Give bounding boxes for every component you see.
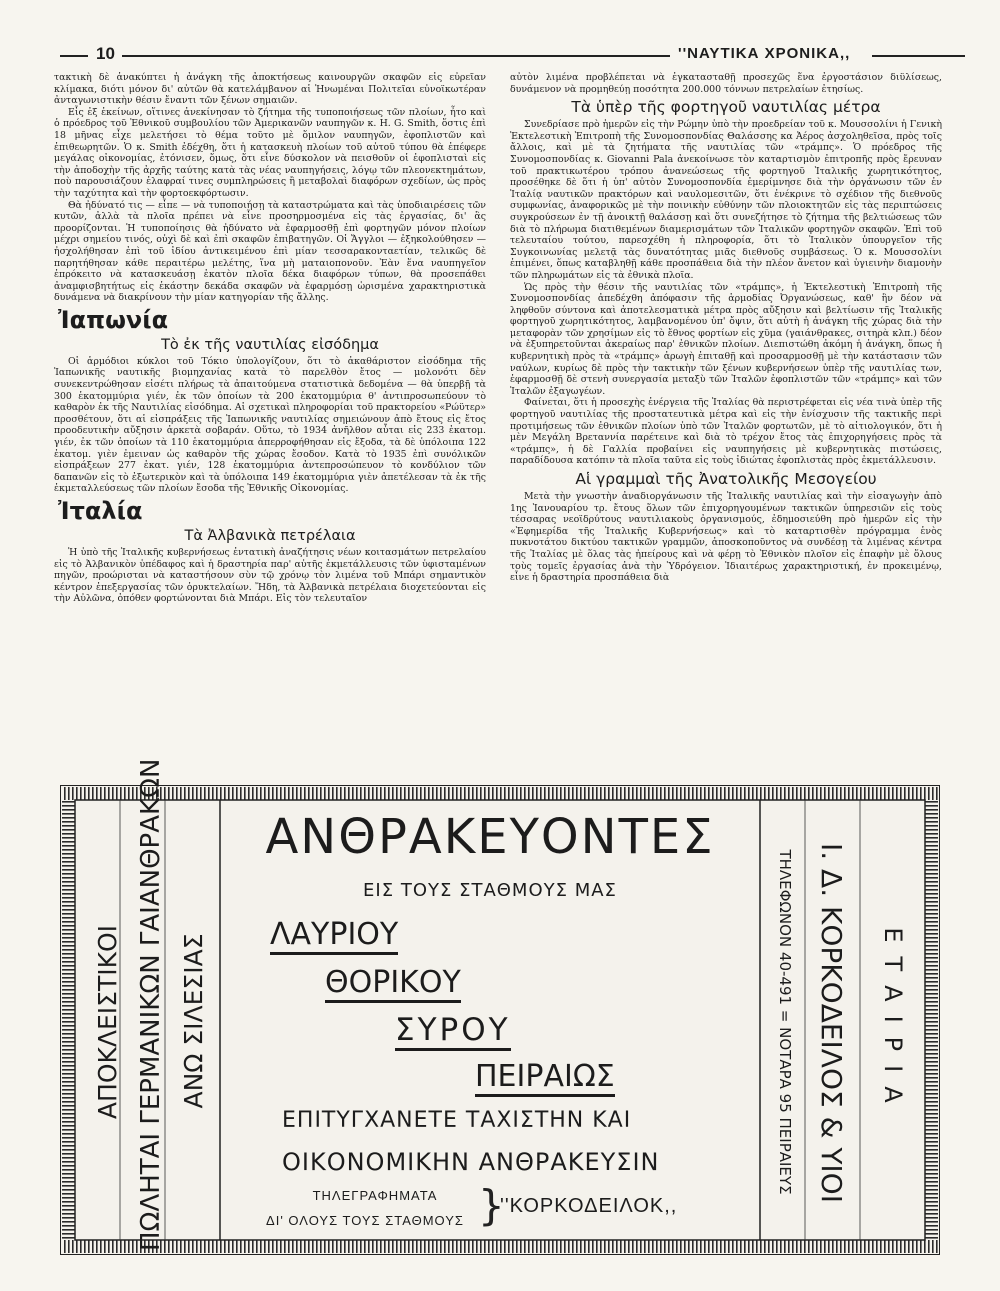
article-paragraph: Ἡ ὑπὸ τῆς Ἰταλικῆς κυβερνήσεως ἐντατικὴ ἀναζήτησις νέων κοιτασμάτων πετρελαίου εἰς τὸ Ἀλβανικὸν ὑπέδαφος καὶ ἡ δραστηρία παρ' αὐτῆς ἐκμετάλλευσις τῶν ὑφισταμένων πηγῶν, προώρισται νὰ καταστήσουν σὺν τῷ χρόνῳ τὸν λιμένα τοῦ Μπάρι σημαντικὸν κέντρον ἐπεξεργασίας τῶν ὀρυκτελαίων. Ἤδη, τὰ Ἀλβανικὰ πετρέλαια διοχετεύονται εἰς τὴν Αὐλῶνα, ὁπόθεν φορτώνονται διὰ Μπάρι. Εἰς τὸν τελευταῖον — [54, 547, 486, 605]
article-paragraph: Εἷς ἐξ ἐκείνων, οἵτινες ἀνεκίνησαν τὸ ζήτημα τῆς τυποποιήσεως τῶν πλοίων, ἦτο καὶ ὁ πρόεδρος τοῦ Ἐθνικοῦ συμβουλίου τῶν Ἀμερικανῶν ναυπηγῶν κ. Η. G. Smith, ὅστις ἐπὶ 18 μῆνας εἶχε μελετήσει τὸ θέμα τοῦτο μὲ ὅμιλον ναυπηγῶν, ἐφοπλιστῶν καὶ ἐπιθεωρητῶν. Ὁ κ. Smith ἐδέχθη, ὅτι ἡ κατασκευὴ πλοίων τοῦ αὐτοῦ τύπου θὰ ἐπέφερε μεγάλας οἰκονομίας, ἐτόνισεν, ὅμως, ὅτι εἶνε δύσκολον νὰ πεισθοῦν οἱ ἐφοπλισταὶ εἰς τὴν ἀποδοχὴν τῆς ἀρχῆς ταύτης κατὰ τὰς νέας ναυπηγήσεις, λόγῳ τῶν πλεονεκτημάτων, ποὺ παρουσιάζουν ἐλαφραί τινες συμπληρώσεις ἢ μεταβολαὶ διαφόρων σχεδίων, ὡς πρὸς τὴν ταχύτητα καὶ τὴν φορτοεκφόρτωσιν. — [54, 106, 486, 199]
ad-station-piraeus: ΠΕΙΡΑΙΩΣ — [475, 1059, 615, 1094]
header-rule-middle — [122, 55, 670, 57]
article-paragraph: τακτικὴ δὲ ἀνακύπτει ἡ ἀνάγκη τῆς ἀποκτήσεως καινουργῶν σκαφῶν εἰς εὐρεῖαν κλίμακα, διότι μόνον δι' αὐτῶν θὰ κατελάμβανον αἱ Ἡνωμέναι Πολιτεῖαι εὐνοϊκωτέραν ἀνταγωνιστικὴν θέσιν ἔναντι τῶν ξένων σημαιῶν. — [54, 72, 486, 107]
ad-telegram-label: ΤΗΛΕΓΡΑΦΗΜΑΤΑ — [312, 1188, 438, 1203]
article-title-eastern-med-lines: Αἱ γραμμαὶ τῆς Ἀνατολικῆς Μεσογείου — [575, 470, 877, 488]
ad-station-lavrio: ΛΑΥΡΙΟΥ — [270, 917, 398, 952]
ad-exclusive-label: ΑΠΟΚΛΕΙΣΤΙΚΟΙ — [93, 924, 122, 1120]
ad-station-thoriko: ΘΟΡΙΚΟΥ — [325, 965, 461, 1000]
page-number: 10 — [96, 44, 115, 63]
ad-telegram-address: ''ΚΟΡΚΟΔΕΙΛΟΚ,, — [500, 1195, 678, 1217]
ad-company-label: ΕΤΑΙΡΙΑ — [879, 927, 907, 1117]
section-heading-italy: Ἰταλία — [58, 497, 143, 525]
hatched-border-bottom — [62, 1240, 938, 1253]
article-paragraph: Ὡς πρὸς τὴν θέσιν τῆς ναυτιλίας τῶν «τράμπς», ἡ Ἐκτελεστικὴ Ἐπιτροπὴ τῆς Συνομοσπονδίας ἀπεδέχθη ἀπόφασιν τῆς ἁρμοδίας Ὀργανώσεως, καθ' ἣν δέον νὰ ληφθοῦν σύντονα καὶ ἀποτελεσματικὰ μέτρα πρὸς αὔξησιν καὶ βελτίωσιν τῆς Ἰταλικῆς φορτηγοῦ χωρητικότητος, λαμβανομένου ὑπ' ὄψιν, ὅτι αὐτὴ ἡ ἀνάγκη τῆς χώρας διὰ τὴν μεταφορὰν τῶν χρησίμων εἰς τὸ ἔθνος φορτίων εἰς χῦμα (γαιάνθρακες, σιτηρὰ κλπ.) δέον νὰ ἐξυπηρετοῦνται ἀκεραίως παρ' ἐθνικῶν πλοίων. Διεπιστώθη ἀκόμη ἡ ἀνάγκη, ὅπως ἡ κυβερνητικὴ πρὸς τὰ «τράμπς» ἀρωγὴ ἐπιταθῇ καὶ προσαρμοσθῇ μὲ τὴν κατάστασιν τῶν ναύλων, κυρίως δὲ πρὸς τὴν τακτικὴν τῶν ξένων κυβερνήσεων ὑπὲρ τῆς ναυτιλίας των, ἐφαρμοσθῇ δὲ στενὴ συνεργασία μεταξὺ τῶν Ἰταλῶν ἐφοπλιστῶν τῶν «τράμπς» καὶ τῶν Ἰταλῶν ἐξαγωγέων. — [510, 281, 942, 397]
article-paragraph: Μετὰ τὴν γνωστὴν ἀναδιοργάνωσιν τῆς Ἰταλικῆς ναυτιλίας καὶ τὴν εἰσαγωγὴν ἀπὸ 1ης Ἰανουαρίου τρ. ἔτους ὅλων τῶν ἐπιχορηγουμένων τακτικῶν ὑπηρεσιῶν εἰς τοὺς τέσσαρας νεοϊδρύτους ναυτιλιακοὺς ὀργανισμούς, ἐδημοσιεύθη πρὸ ἡμερῶν εἰς τὴν «Ἐφημερίδα τῆς Ἰταλικῆς Κυβερνήσεως» καὶ τὸ καταρτισθὲν πρόγραμμα ἑνὸς πυκνοτάτου δικτύου τακτικῶν γραμμῶν, ἀποσκοποῦντος νὰ συνδέσῃ τὰ λιμένας κέντρα τῆς Ἰταλίας μὲ ὅλας τὰς ἠπείρους καὶ νὰ φέρῃ τὸ Ἐθνικὸν πλοῖον εἰς ἐπαφὴν μὲ ὅλους τοὺς τομεῖς ἐργασίας ἀνὰ τὴν Ὑδρόγειον. Ἰδιαιτέρως χαρακτηριστική, ἐν προκειμένῳ, εἶνε ἡ δραστηρία προσπάθεια διὰ — [510, 491, 942, 584]
ad-slogan-line-2: ΟΙΚΟΝΟΜΙΚΗΝ ΑΝΘΡΑΚΕΥΣΙΝ — [282, 1148, 660, 1176]
hatched-border-left — [62, 800, 75, 1240]
article-paragraph: Φαίνεται, ὅτι ἡ προσεχὴς ἐνέργεια τῆς Ἰταλίας θὰ περιστρέφεται εἰς νέα τινὰ ὑπὲρ τῆς φορτηγοῦ ναυτιλίας τῆς προστατευτικὰ μέτρα καὶ εἰς τὴν ἐνίσχυσιν τῆς τακτικῆς περὶ προτιμήσεως τῶν ἐθνικῶν πλοίων ὑπὸ τῶν Ἰταλῶν φορτωτῶν, μὲ τὸ αἰτιολογικόν, ὅτι ἡ μὲν Μεγάλη Βρεταννία παρέτεινε καὶ διὰ τὸ τρέχον ἔτος τὰς ἐπιχορηγήσεις πρὸς τὰ «τράμπς», ἡ δὲ Γαλλία προβαίνει εἰς ναυπηγήσεις μὲ κυβερνητικὰς πιστώσεις, παραδίδουσα κατόπιν τὰ πλοῖα ταῦτα εἰς τοὺς ἰδιώτας ἐφοπλιστὰς πρὸς ἐκμετάλλευσιν. — [510, 397, 942, 467]
header-rule-left — [60, 55, 88, 57]
ad-subtitle: ΕΙΣ ΤΟΥΣ ΣΤΑΘΜΟΥΣ ΜΑΣ — [363, 880, 617, 901]
ad-silesia-label: ΑΝΩ ΣΙΛΕΣΙΑΣ — [179, 933, 208, 1109]
article-paragraph: Θὰ ἠδύνατό τις — εἶπε — νὰ τυποποιήσῃ τὰ καταστρώματα καὶ τὰς ὑποδιαιρέσεις τῶν κυτῶν, ἀλλὰ τὰ πλοῖα πρέπει νὰ εἶνε προσηρμοσμένα εἰς τὰς ἐργασίας, δι' ἃς προορίζονται. Ἡ τυποποίησις θὰ ἠδύνατο νὰ ἐφαρμοσθῇ ἐπὶ φορτηγῶν μόνον πλοίων μέχρι σημείου τινός, οὐχὶ δὲ καὶ ἐπὶ σκαφῶν ἐπιβατηγῶν. Οἱ Ἄγγλοι — ἐξηκολούθησεν — ἠσχολήθησαν ἐπὶ τοῦ ἰδίου ἀντικειμένου ἐπὶ μίαν τεσσαρακονταετίαν, τελικῶς δὲ παρητήθησαν κάθε περαιτέρω μελέτης, ἵνα μὴ ματαιοπονοῦν. Ἐὰν ἕνα ναυπηγεῖον ἐπρόκειτο νὰ κατασκευάσῃ ἑκατὸν πλοῖα δέκα διαφόρων τύπων, θὰ προσεπάθει ἀναμφισβητήτως εἰς ἑκάστην δεκάδα σκαφῶν νὰ ἐφαρμόσῃ ὡρισμένα χαρακτηριστικὰ δυνάμενα νὰ διακρίνουν τὴν μίαν κατηγορίαν τῆς ἄλλης. — [54, 199, 486, 304]
left-column — [54, 72, 486, 774]
ad-company-name: Ι. Δ. ΚΟΡΚΟΔΕΙΛΟΣ & ΥΙΟΙ — [815, 843, 848, 1203]
article-title-cargo-measures: Τὰ ὑπὲρ τῆς φορτηγοῦ ναυτιλίας μέτρα — [571, 98, 881, 117]
section-heading-japan: Ἰαπωνία — [58, 305, 169, 334]
ad-sellers-label: ΠΩΛΗΤΑΙ ΓΕΡΜΑΝΙΚΩΝ ΓΑΙΑΝΘΡΑΚΩΝ — [136, 758, 166, 1251]
article-title-albanian-oil: Τὰ Ἀλβανικὰ πετρέλαια — [184, 528, 356, 544]
ad-phone-address: ΤΗΛΕΦΩΝΟΝ 40-491 = ΝΟΤΑΡΑ 95 ΠΕΙΡΑΙΕΥΣ — [776, 849, 794, 1195]
article-paragraph: αὐτὸν λιμένα προβλέπεται νὰ ἐγκατασταθῇ προσεχῶς ἕνα ἐργοστάσιον διϋλίσεως, δυνάμενον νὰ προμηθεύῃ ποσότητα 200.000 τόννων πετρελαίων ἐτησίως. — [510, 72, 942, 95]
article-paragraph: Συνεδρίασε πρὸ ἡμερῶν εἰς τὴν Ρώμην ὑπὸ τὴν προεδρείαν τοῦ κ. Μουσσολίνι ἡ Γενικὴ Ἐκτελεστικὴ Ἐπιτροπὴ τῆς Συνομοσπονδίας Θαλάσσης κα Ἀέρος ἀσχοληθεῖσα, πρὸς τοῖς ἄλλοις, καὶ μὲ τὰ ζητήματα τῆς ναυτιλίας τῶν «τράμπς». Ὁ πρόεδρος τῆς Συνομοσπονδίας κ. Giovanni Pala ἀνεκοίνωσε τὸν καταρτισμὸν ἐπιτροπῆς πρὸς ἔρευναν τοῦ πρακτικωτέρου τρόπου ἀνανεώσεως τῆς φορτηγοῦ Ἰταλικῆς χωρητικότητος, προσέθηκε δὲ ὅτι ἡ ὑπ' αὐτὸν Συνομοσπονδία ἐμερίμνησε διὰ τὴν ὀργάνωσιν τῶν ἐν Ἰταλίᾳ ναυτικῶν πρακτόρων καὶ ναυλομεσιτῶν, ὅτι ἐνέκρινε τὸ σχέδιον τῆς διεθνοῦς συμφωνίας, ἀναφορικῶς μὲ τὴν ποινικὴν εὐθύνην τῶν πλοιοκτητῶν εἰς τὰς περιπτώσεις συγκρούσεων ἐν τῇ ἀνοικτῇ θαλάσσῃ καὶ ὅτι συνεζήτησε τὸ ζήτημα τῆς βελτιώσεως τῶν διὰ τὸ πλήρωμα διατιθεμένων διαμερισμάτων τῶν Ἰταλικῶν φορτηγῶν σκαφῶν. Ἐπὶ τοῦ τελευταίου τούτου, παρεσχέθη ἡ πληροφορία, ὅτι τὸ Ἰταλικὸν ὑπουργεῖον τῆς Συγκοινωνίας μελετᾷ τὰς δυνατότητας μιᾶς διεθνοῦς συμβάσεως. Ὁ κ. Μουσσολίνι ἐπιμένει, ὅπως καταβληθῇ κάθε προσπάθεια διὰ τὴν πλέον ἄνετον καὶ ὑγιεινὴν διαμονὴν τῶν πληρωμάτων εἰς τὰ ἐθνικὰ πλοῖα. — [510, 119, 942, 281]
magazine-title: ''ΝΑΥΤΙΚΑ ΧΡΟΝΙΚΑ,, — [678, 45, 851, 62]
ad-station-syros: ΣΥΡΟΥ — [395, 1012, 511, 1048]
hatched-border-right — [925, 800, 938, 1240]
page-header — [60, 44, 965, 66]
ad-title: ΑΝΘΡΑΚΕΥΟΝΤΕΣ — [265, 809, 715, 865]
article-paragraph: Οἱ ἁρμόδιοι κύκλοι τοῦ Τόκιο ὑπολογίζουν, ὅτι τὸ ἀκαθάριστον εἰσόδημα τῆς Ἰαπωνικῆς ναυτικῆς βιομηχανίας κατὰ τὸ παρελθὸν ἔτος — μολονότι δὲν συνεκεντρώθησαν εἰσέτι πλήρως τὰ ἀπαιτούμενα στατιστικὰ δεδομένα — θὰ ὑπερβῇ τὰ 300 ἑκατομμύρια γιέν, ἐκ τῶν ὁποίων τὰ 200 ἑκατομμύρια θ' ἀντιπροσωπεύουν τὸ καθαρὸν ἐκ τῆς Ναυτιλίας εἰσόδημα. Αἱ σχετικαὶ πληροφορίαι τοῦ πρακτορείου «Ρώϋτερ» προσθέτουν, ὅτι αἱ εἰσπράξεις τῆς Ἰαπωνικῆς ναυτιλίας σημειώνουν ἀπὸ ἔτους εἰς ἔτος προοδευτικὴν αὔξησιν ἀρκετὰ σοβαράν. Οὕτω, τὸ 1934 ἀνῆλθον αὗται εἰς 233 ἑκατομ. γιέν, ἐκ τῶν ὁποίων τὰ 110 ἑκατομμύρια ἀπερροφήθησαν εἰς ἔξοδα, τὰ δὲ ὑπόλοιπα 122 ἑκατομ. γιὲν ἐμειναν ὡς καθαρὸν τῆς χώρας ἔσοδον. Κατὰ τὸ 1935 ἐπὶ συνόλικῶν εἰσπράξεων 277 ἑκατ. γιέν, 128 ἑκατομμύρια ἀντεπροσώπευον τὸ κονδύλιον τῶν δαπανῶν εἰς τὸ ἐξωτερικὸν καὶ τὰ ὑπόλοιπα 149 ἑκατομμύρια γιὲν ἀπετέλεσαν τὰ ἐκ τῆς ἐκμεταλλεύσεως τῶν πλοίων ἔσοδα τῆς Ἐθνικῆς Οἰκονομίας. — [54, 355, 486, 495]
article-title-japan-income: Τὸ ἐκ τῆς ναυτιλίας εἰσόδημα — [161, 336, 379, 353]
coal-advertisement — [60, 758, 940, 1255]
right-column — [510, 72, 942, 774]
header-rule-right — [872, 55, 965, 57]
ad-slogan-line-1: ΕΠΙΤΥΓΧΑΝΕΤΕ ΤΑΧΙΣΤΗΝ ΚΑΙ — [282, 1108, 632, 1133]
ad-telegram-scope: ΔΙ' ΟΛΟΥΣ ΤΟΥΣ ΣΤΑΘΜΟΥΣ — [266, 1213, 464, 1228]
hatched-border-top — [62, 787, 938, 800]
ad-telegram-brace: } — [478, 1181, 505, 1230]
